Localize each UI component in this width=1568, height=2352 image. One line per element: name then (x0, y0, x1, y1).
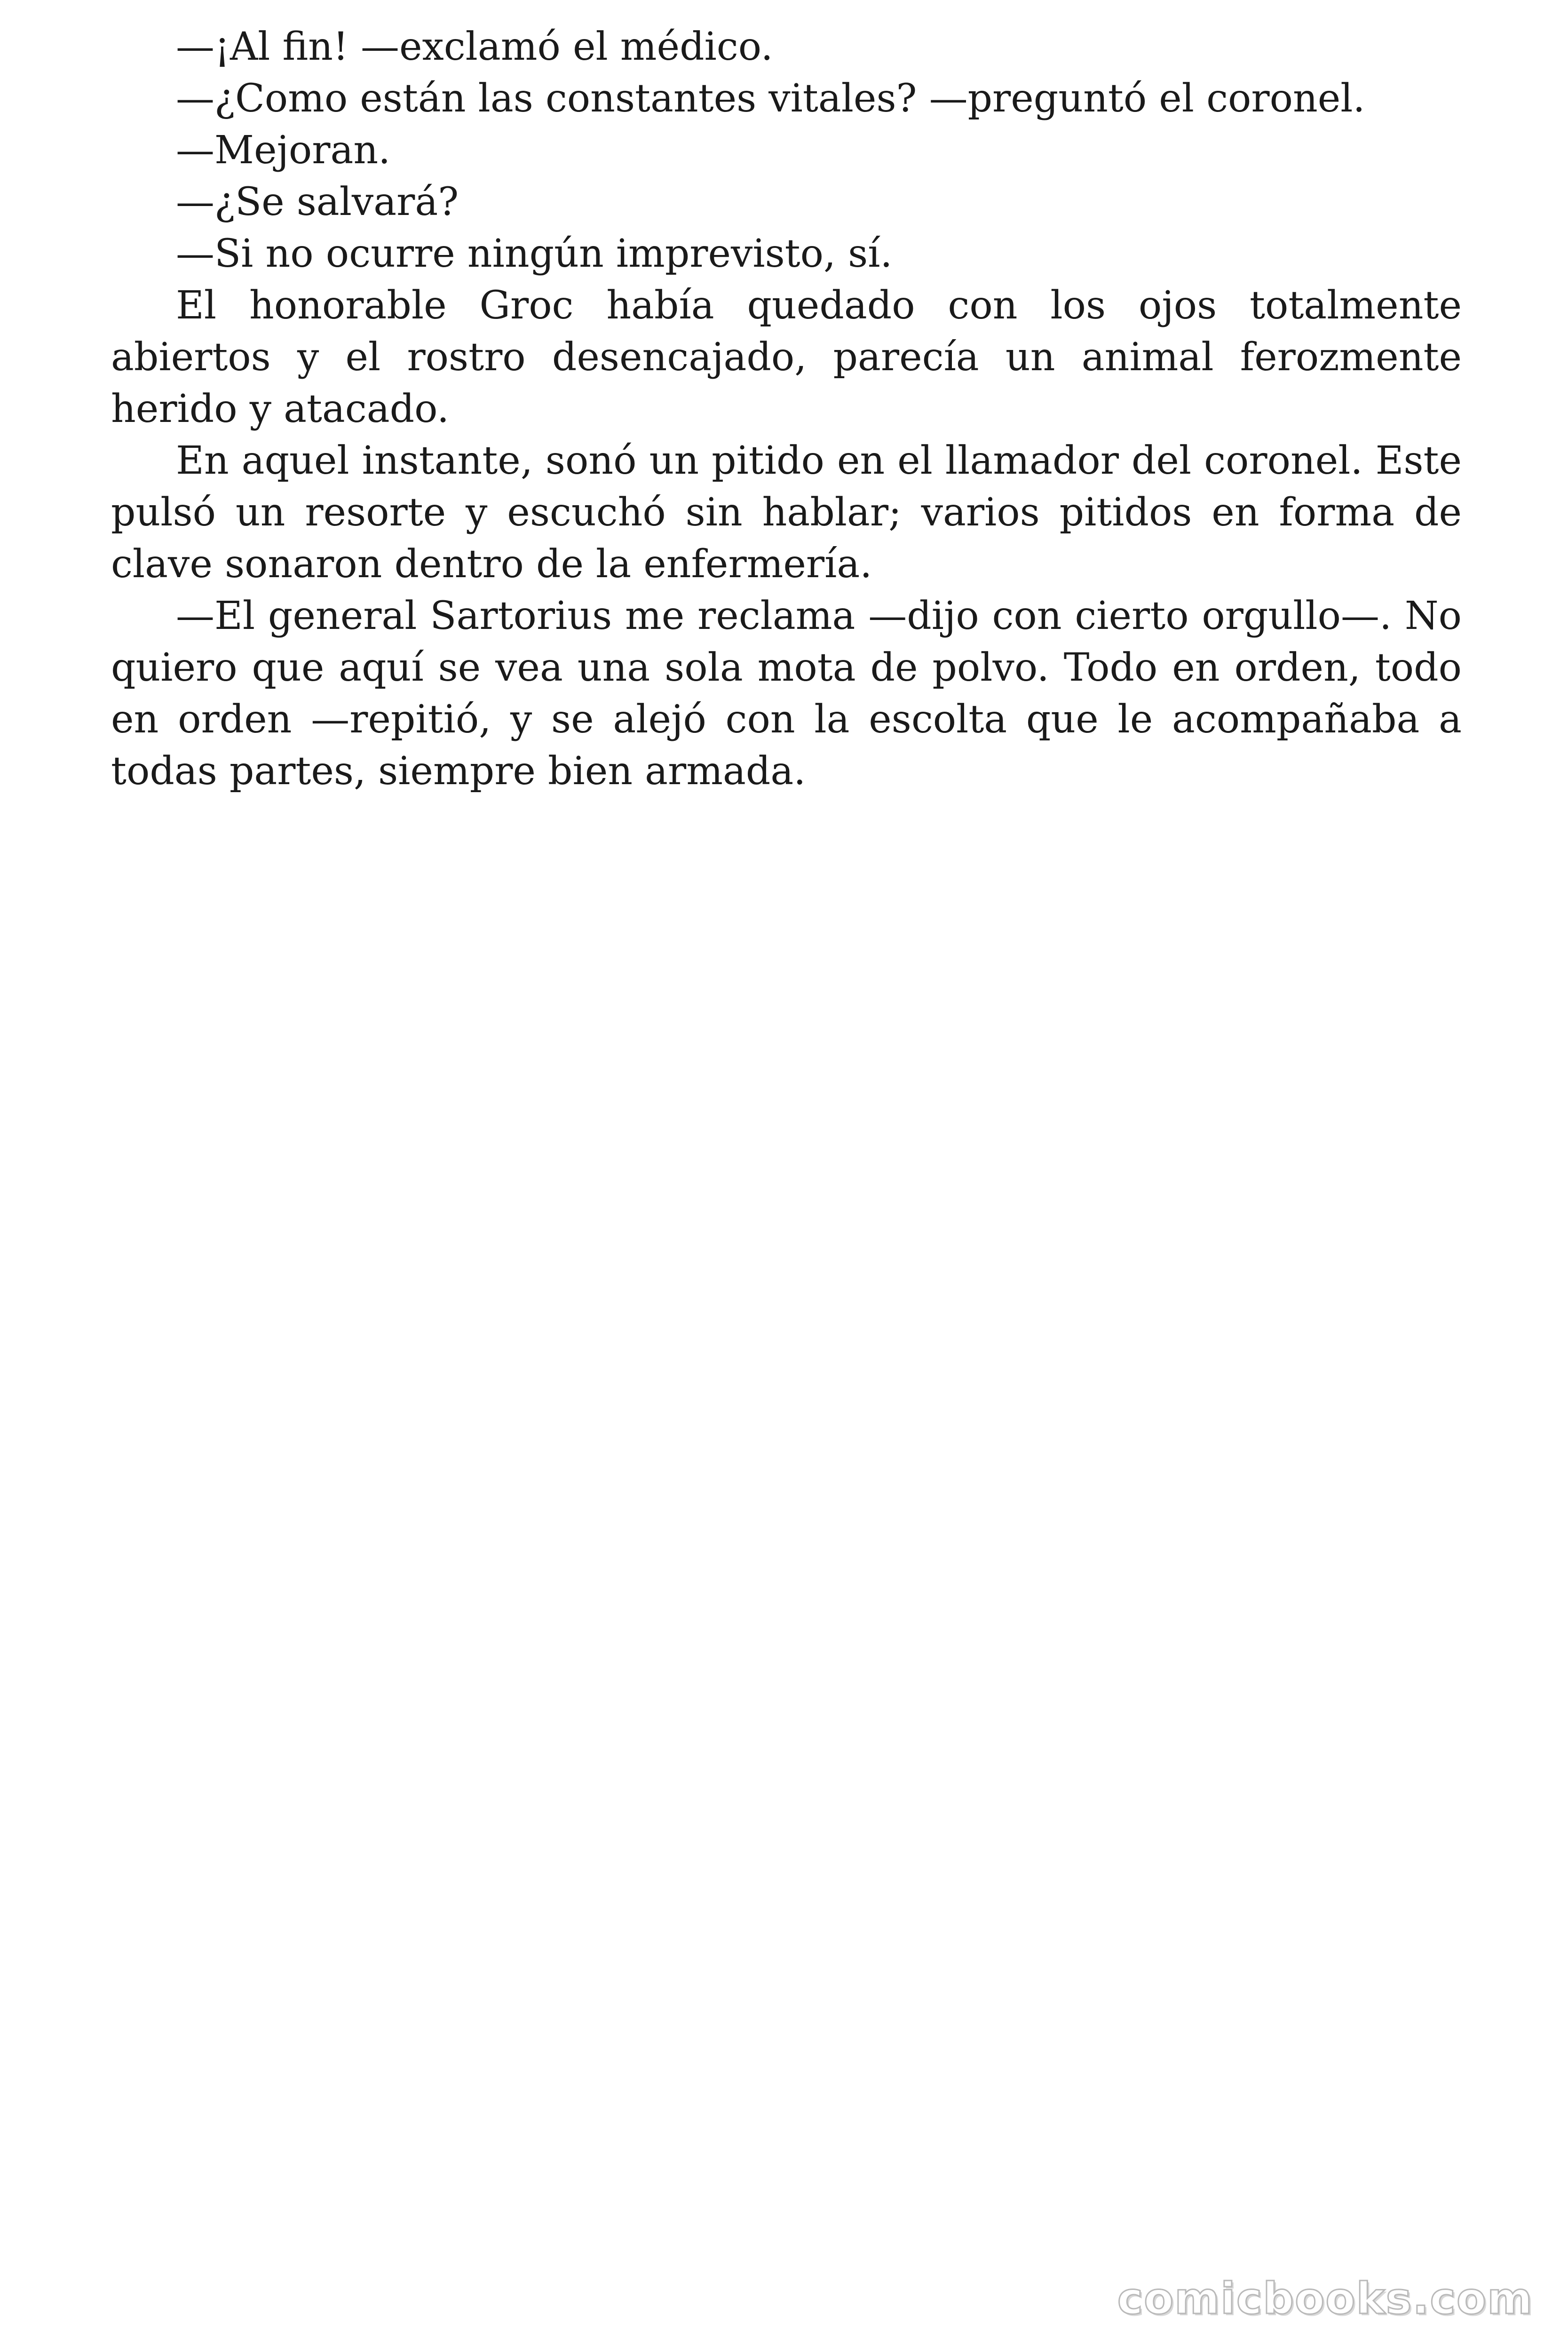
paragraph-5: —Si no ocurre ningún imprevisto, sí. (176, 231, 893, 276)
paragraph-1: —¡Al fin! —exclamó el médico. (176, 24, 773, 69)
paragraph-6: El honorable Groc había quedado con los ojos totalmente abiertos y el rostro desencajado, parecía un animal ferozmente herido y atacado. (111, 283, 1462, 431)
body-text (111, 21, 1462, 797)
paragraph-4: —¿Se salvará? (176, 180, 459, 224)
paragraph-2: —¿Como están las constantes vitales? —preguntó el coronel. (176, 76, 1365, 121)
paragraph-8: —El general Sartorius me reclama —dijo con cierto orgullo—. No quiero que aquí se vea una sola mota de polvo. Todo en orden, todo en orden —repitió, y se alejó con la escolta que le acompañaba a todas partes, siempre bien armada. (111, 594, 1462, 794)
paragraph-3: —Mejoran. (176, 128, 391, 173)
paragraph-7: En aquel instante, sonó un pitido en el llamador del coronel. Este pulsó un resorte y escuchó sin hablar; varios pitidos en forma de clave sonaron dentro de la enfermería. (111, 438, 1462, 587)
site-watermark: comicbooks.com (1117, 2273, 1533, 2324)
